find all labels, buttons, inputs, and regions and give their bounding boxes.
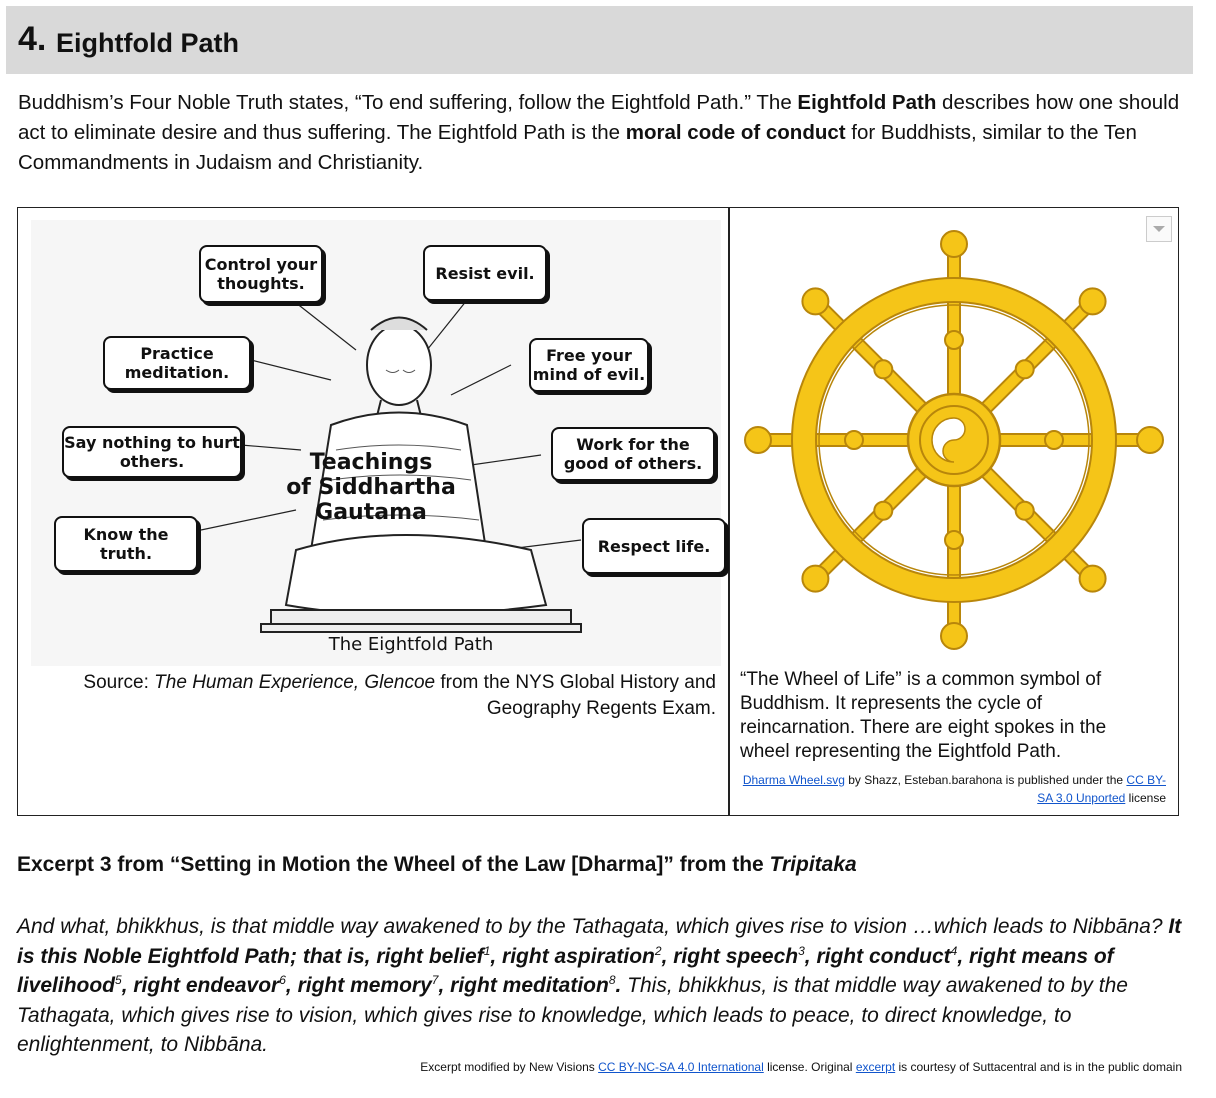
section-header [6,6,1193,74]
wheel-handle [745,427,771,453]
cc-by-sa-link[interactable]: CC BY-SA 3.0 Unported [1037,773,1166,805]
bubble-free-mind: Free your mind of evil. [529,338,649,392]
bubble-work-for-good: Work for the good of others. [551,427,715,481]
spoke-diamond [1045,431,1063,449]
dharma-wheel-icon [734,220,1174,660]
bubble-respect-life: Respect life. [582,518,726,574]
bubble-practice-meditation: Practice meditation. [103,336,251,390]
eightfold-path-illustration [31,220,721,666]
excerpt-footer: Excerpt modified by New Visions CC BY-NC-SA 4.0 International license. Original excerpt is courtesy of Suttacentral and is in the public domain [420,1060,1182,1074]
section-title: Eightfold Path [56,28,239,58]
excerpt-link[interactable]: excerpt [855,1060,896,1074]
wheel-handle [1137,427,1163,453]
excerpt-text: And what, bhikkhus, is that middle way awakened to by the Tathagata, which gives rise to vision …which leads to Nibbānа? It is this Noble Eightfold Path; that is, right belief$^1$, right aspiration$^2$, right speech$^3$, right conduct$^4$, right means of livelihood$^5$, right endeavor$^6$, right memory$^7$, right meditation$^8$. This, bhikkhus, is that middle way awakened to by the Tathagata, which gives rise to vision, which gives rise to knowledge, which leads to peace, to direct knowledge, to enlightenment, to Nibbānа. [17,915,1182,1056]
wheel-caption: “The Wheel of Life” is a common symbol of Buddhism. It represents the cycle of reincarnation. There are eight spokes in the wheel representing the Eightfold Path. [740,669,1107,762]
figure-source: Source: The Human Experience, Glencoe from the NYS Global History and Geography Regents Exam. [83,672,716,719]
spoke-diamond [845,431,863,449]
image-table [17,207,1179,816]
wheel-handle [941,231,967,257]
section-number: 4. [18,20,47,58]
bubble-resist-evil: Resist evil. [423,245,547,301]
figure-caption: The Eightfold Path [328,634,494,655]
wheel-handle [802,288,828,314]
wheel-handle [1080,288,1106,314]
wheel-handle [941,623,967,649]
cc-by-nc-sa-link[interactable]: CC BY-NC-SA 4.0 International [598,1060,764,1074]
wheel-handle [1080,566,1106,592]
spoke-diamond [1016,502,1034,520]
bubble-say-nothing: Say nothing to hurt others. [62,426,242,478]
intro-paragraph: Buddhism’s Four Noble Truth states, “To end suffering, follow the Eightfold Path.” The Eightfold Path describes how one should act to eliminate desire and thus suffering. The Eightfold Path is the moral code of conduct for Buddhists, similar to the Ten Commandments in Judaism and Christianity. [18,91,1180,174]
spoke-diamond [874,502,892,520]
spoke-diamond [945,531,963,549]
spoke-diamond [945,331,963,349]
bubble-control-thoughts: Control your thoughts. [199,245,323,303]
wheel-handle [802,566,828,592]
spoke-diamond [874,360,892,378]
excerpt-title: Excerpt 3 from “Setting in Motion the Wheel of the Law [Dharma]” from the Tripitaka [17,853,857,876]
dharma-wheel-link[interactable]: Dharma Wheel.svg [742,773,845,787]
spoke-diamond [1016,360,1034,378]
wheel-credit: Dharma Wheel.svg by Shazz, Esteban.barahona is published under the CC BY-SA 3.0 Unported license [742,773,1166,805]
bubble-know-truth: Know the truth. [54,516,198,572]
teachings-label: Teachings of Siddhartha Gautama [286,450,456,525]
table-divider [728,208,730,815]
